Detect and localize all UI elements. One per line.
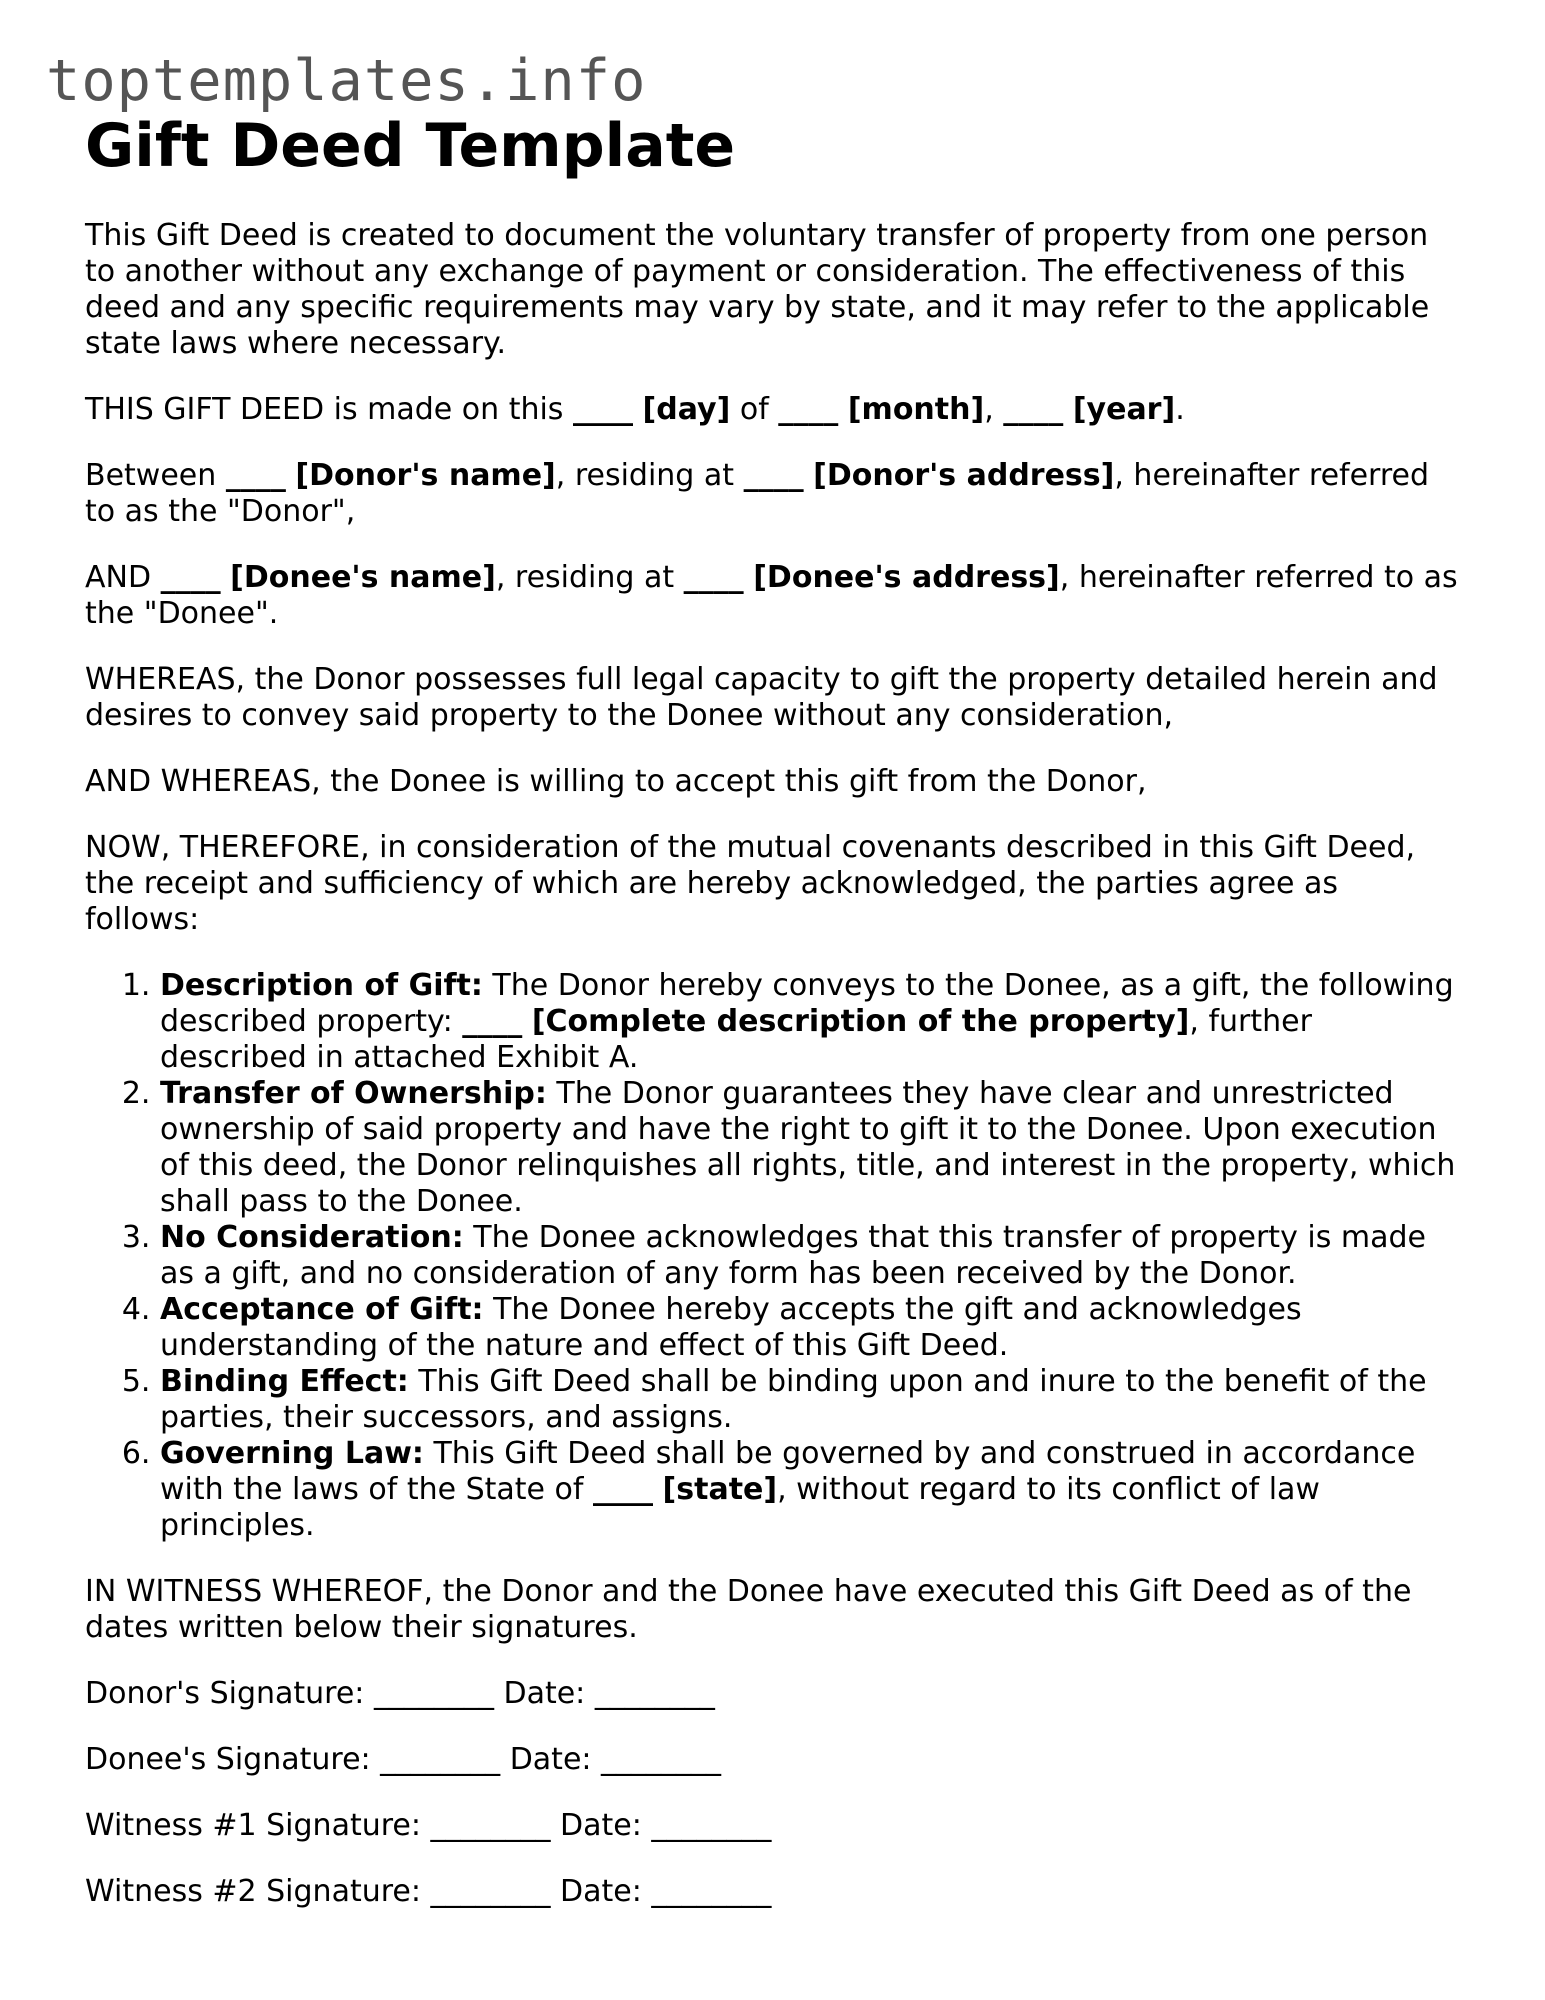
day-blank: ____ bbox=[572, 392, 633, 427]
month-blank: ____ bbox=[778, 392, 839, 427]
clause-text: This Gift Deed shall be governed by and construed in accordance with the laws of the State of bbox=[160, 1436, 1416, 1507]
donor-name-placeholder: [Donor's name] bbox=[295, 458, 556, 493]
donee-name-placeholder: [Donee's name] bbox=[230, 560, 496, 595]
clause-text: This Gift Deed shall be binding upon and inure to the benefit of the parties, their successors, and assigns. bbox=[160, 1364, 1427, 1435]
clause-heading: Binding Effect: bbox=[160, 1364, 409, 1399]
clause-heading: Transfer of Ownership: bbox=[160, 1076, 547, 1111]
clause-text: The Donee hereby accepts the gift and acknowledges understanding of the nature and effect of this Gift Deed. bbox=[160, 1292, 1302, 1363]
day-placeholder: [day] bbox=[642, 392, 731, 427]
donor-signature-line: Donor's Signature: ________ Date: ________ bbox=[85, 1676, 715, 1711]
page-title: Gift Deed Template bbox=[85, 111, 736, 181]
clause-text-end: , further described in attached Exhibit A. bbox=[160, 1004, 1312, 1075]
of-text: of bbox=[730, 392, 779, 427]
donor-name-blank: ____ bbox=[225, 458, 286, 493]
donee-address-placeholder: [Donee's address] bbox=[753, 560, 1060, 595]
date-line bbox=[85, 392, 1460, 428]
donee-suffix: , hereinafter referred to as the "Donee". bbox=[85, 560, 1458, 631]
donee-prefix: AND bbox=[85, 560, 161, 595]
clause-acceptance-of-gift bbox=[160, 1292, 1460, 1364]
donor-prefix: Between bbox=[85, 458, 226, 493]
clause-heading: Acceptance of Gift: bbox=[160, 1292, 484, 1327]
clause-heading: Description of Gift: bbox=[160, 968, 483, 1003]
property-blank: ____ bbox=[462, 1004, 523, 1039]
clause-transfer-of-ownership bbox=[160, 1076, 1460, 1220]
year-placeholder: [year] bbox=[1072, 392, 1176, 427]
donor-address-placeholder: [Donor's address] bbox=[813, 458, 1115, 493]
donor-address-blank: ____ bbox=[743, 458, 804, 493]
donee-address-blank: ____ bbox=[683, 560, 744, 595]
whereas-paragraph-1: WHEREAS, the Donor possesses full legal capacity to gift the property detailed herein and desires to convey said property to the Donee without any consideration, bbox=[85, 662, 1438, 733]
donor-suffix: , hereinafter referred to as the "Donor", bbox=[85, 458, 1430, 529]
whereas-paragraph-2: AND WHEREAS, the Donee is willing to accept this gift from the Donor, bbox=[85, 764, 1147, 799]
donee-signature-line: Donee's Signature: ________ Date: ________ bbox=[85, 1742, 722, 1777]
donor-residing: , residing at bbox=[555, 458, 744, 493]
clause-binding-effect bbox=[160, 1364, 1460, 1436]
state-placeholder: [state] bbox=[662, 1472, 778, 1507]
document-page bbox=[85, 108, 1460, 1910]
witness-1-signature-line: Witness #1 Signature: ________ Date: ________ bbox=[85, 1808, 772, 1843]
watermark: toptemplates.info bbox=[46, 48, 647, 114]
clause-no-consideration bbox=[160, 1220, 1460, 1292]
state-blank: ____ bbox=[593, 1472, 653, 1507]
clause-text-end: , without regard to its conflict of law principles. bbox=[160, 1472, 1320, 1543]
witness-clause: IN WITNESS WHEREOF, the Donor and the Donee have executed this Gift Deed as of the dates written below their signatures. bbox=[85, 1574, 1412, 1645]
clause-text: The Donee acknowledges that this transfer of property is made as a gift, and no consideration of any form has been received by the Donor. bbox=[160, 1220, 1426, 1291]
intro-paragraph: This Gift Deed is created to document the voluntary transfer of property from one person to another without any exchange of payment or consideration. The effectiveness of this deed and any specific requirements may vary by state, and it may refer to the applicable state laws where necessary. bbox=[85, 218, 1430, 361]
clause-heading: No Consideration: bbox=[160, 1220, 464, 1255]
now-therefore-paragraph: NOW, THEREFORE, in consideration of the mutual covenants described in this Gift Deed, the receipt and sufficiency of which are hereby acknowledged, the parties agree as follows: bbox=[85, 830, 1416, 937]
donor-line bbox=[85, 458, 1460, 530]
date-prefix: THIS GIFT DEED is made on this bbox=[85, 392, 573, 427]
clause-governing-law bbox=[160, 1436, 1460, 1544]
clause-heading: Governing Law: bbox=[160, 1436, 424, 1471]
clause-list bbox=[85, 968, 1460, 1544]
comma-text: , bbox=[984, 392, 1004, 427]
clause-text: The Donor hereby conveys to the Donee, as a gift, the following described property: bbox=[160, 968, 1454, 1039]
donee-residing: , residing at bbox=[495, 560, 684, 595]
year-blank: ____ bbox=[1003, 392, 1064, 427]
donee-line bbox=[85, 560, 1460, 632]
witness-2-signature-line: Witness #2 Signature: ________ Date: ________ bbox=[85, 1874, 772, 1909]
donee-name-blank: ____ bbox=[160, 560, 221, 595]
clause-text: The Donor guarantees they have clear and unrestricted ownership of said property and have the right to gift it to the Donee. Upon execution of this deed, the Donor relinquishes all rights, title, and interest in the property, which shall pass to the Donee. bbox=[160, 1076, 1456, 1219]
property-placeholder: [Complete description of the property] bbox=[531, 1004, 1190, 1039]
clause-description-of-gift bbox=[160, 968, 1460, 1076]
month-placeholder: [month] bbox=[847, 392, 985, 427]
date-end: . bbox=[1175, 392, 1185, 427]
